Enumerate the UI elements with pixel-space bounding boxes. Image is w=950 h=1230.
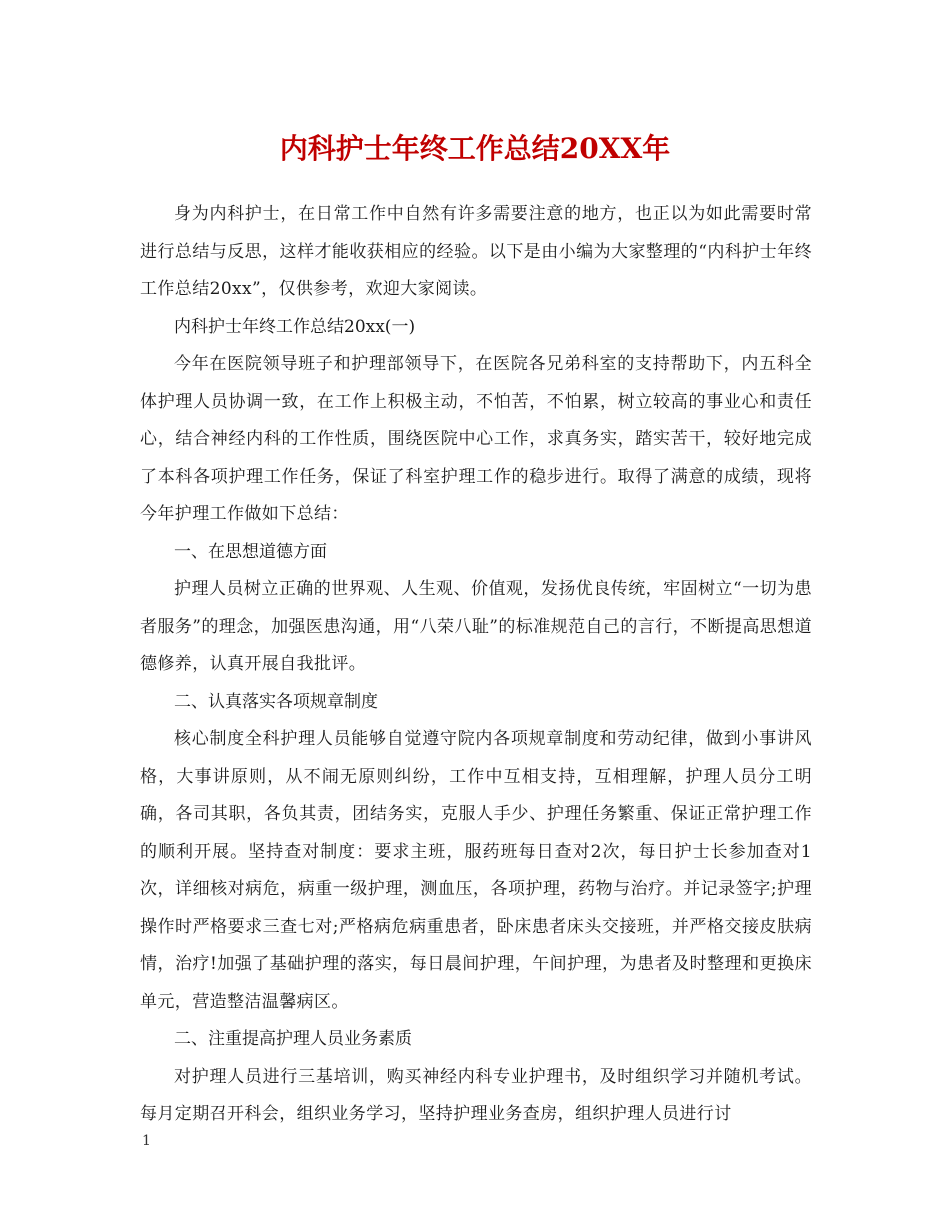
intro-paragraph: 身为内科护士，在日常工作中自然有许多需要注意的地方，也正以为如此需要时常进行总结与反思，这样才能收获相应的经验。以下是由小编为大家整理的“内科护士年终工作总结20xx”，仅供参考，欢迎大家阅读。	[140, 204, 812, 299]
section-heading-part-one: 内科护士年终工作总结20xx(一)	[174, 316, 416, 337]
section-heading-quality: 二、注重提高护理人员业务素质	[174, 1029, 412, 1049]
document-body	[140, 196, 812, 1134]
document-title: 内科护士年终工作总结20XX年	[279, 132, 671, 165]
section-heading-ideology: 一、在思想道德方面	[174, 541, 327, 562]
quality-paragraph: 对护理人员进行三基培训，购买神经内科专业护理书，及时组织学习并随机考试。每月定期召开科会，组织业务学习，坚持护理业务查房，组织护理人员进行讨	[140, 1066, 812, 1124]
ideology-paragraph: 护理人员树立正确的世界观、人生观、价值观，发扬优良传统，牢固树立“一切为患者服务”的理念，加强医患沟通，用“八荣八耻”的标准规范自己的言行，不断提高思想道德修养，认真开展自我批评。	[140, 579, 812, 674]
section-heading-regulations: 二、认真落实各项规章制度	[174, 691, 378, 712]
summary-paragraph: 今年在医院领导班子和护理部领导下，在医院各兄弟科室的支持帮助下，内五科全体护理人员协调一致，在工作上积极主动，不怕苦，不怕累，树立较高的事业心和责任心，结合神经内科的工作性质，围绕医院中心工作，求真务实，踏实苦干，较好地完成了本科各项护理工作任务，保证了科室护理工作的稳步进行。取得了满意的成绩，现将今年护理工作做如下总结：	[140, 354, 812, 524]
regulations-paragraph: 核心制度全科护理人员能够自觉遵守院内各项规章制度和劳动纪律，做到小事讲风格，大事讲原则，从不闹无原则纠纷，工作中互相支持，互相理解，护理人员分工明确，各司其职，各负其责，团结务实，克服人手少、护理任务繁重、保证正常护理工作的顺利开展。坚持查对制度：要求主班，服药班每日查对2次，每日护士长参加查对1次，详细核对病危，病重一级护理，测血压，各项护理，药物与治疗。并记录签字;护理操作时严格要求三查七对;严格病危病重患者，卧床患者床头交接班，并严格交接皮肤病情，治疗!加强了基础护理的落实，每日晨间护理，午间护理，为患者及时整理和更换床单元，营造整洁温馨病区。	[140, 729, 812, 1012]
page-number: 1	[142, 1133, 151, 1149]
